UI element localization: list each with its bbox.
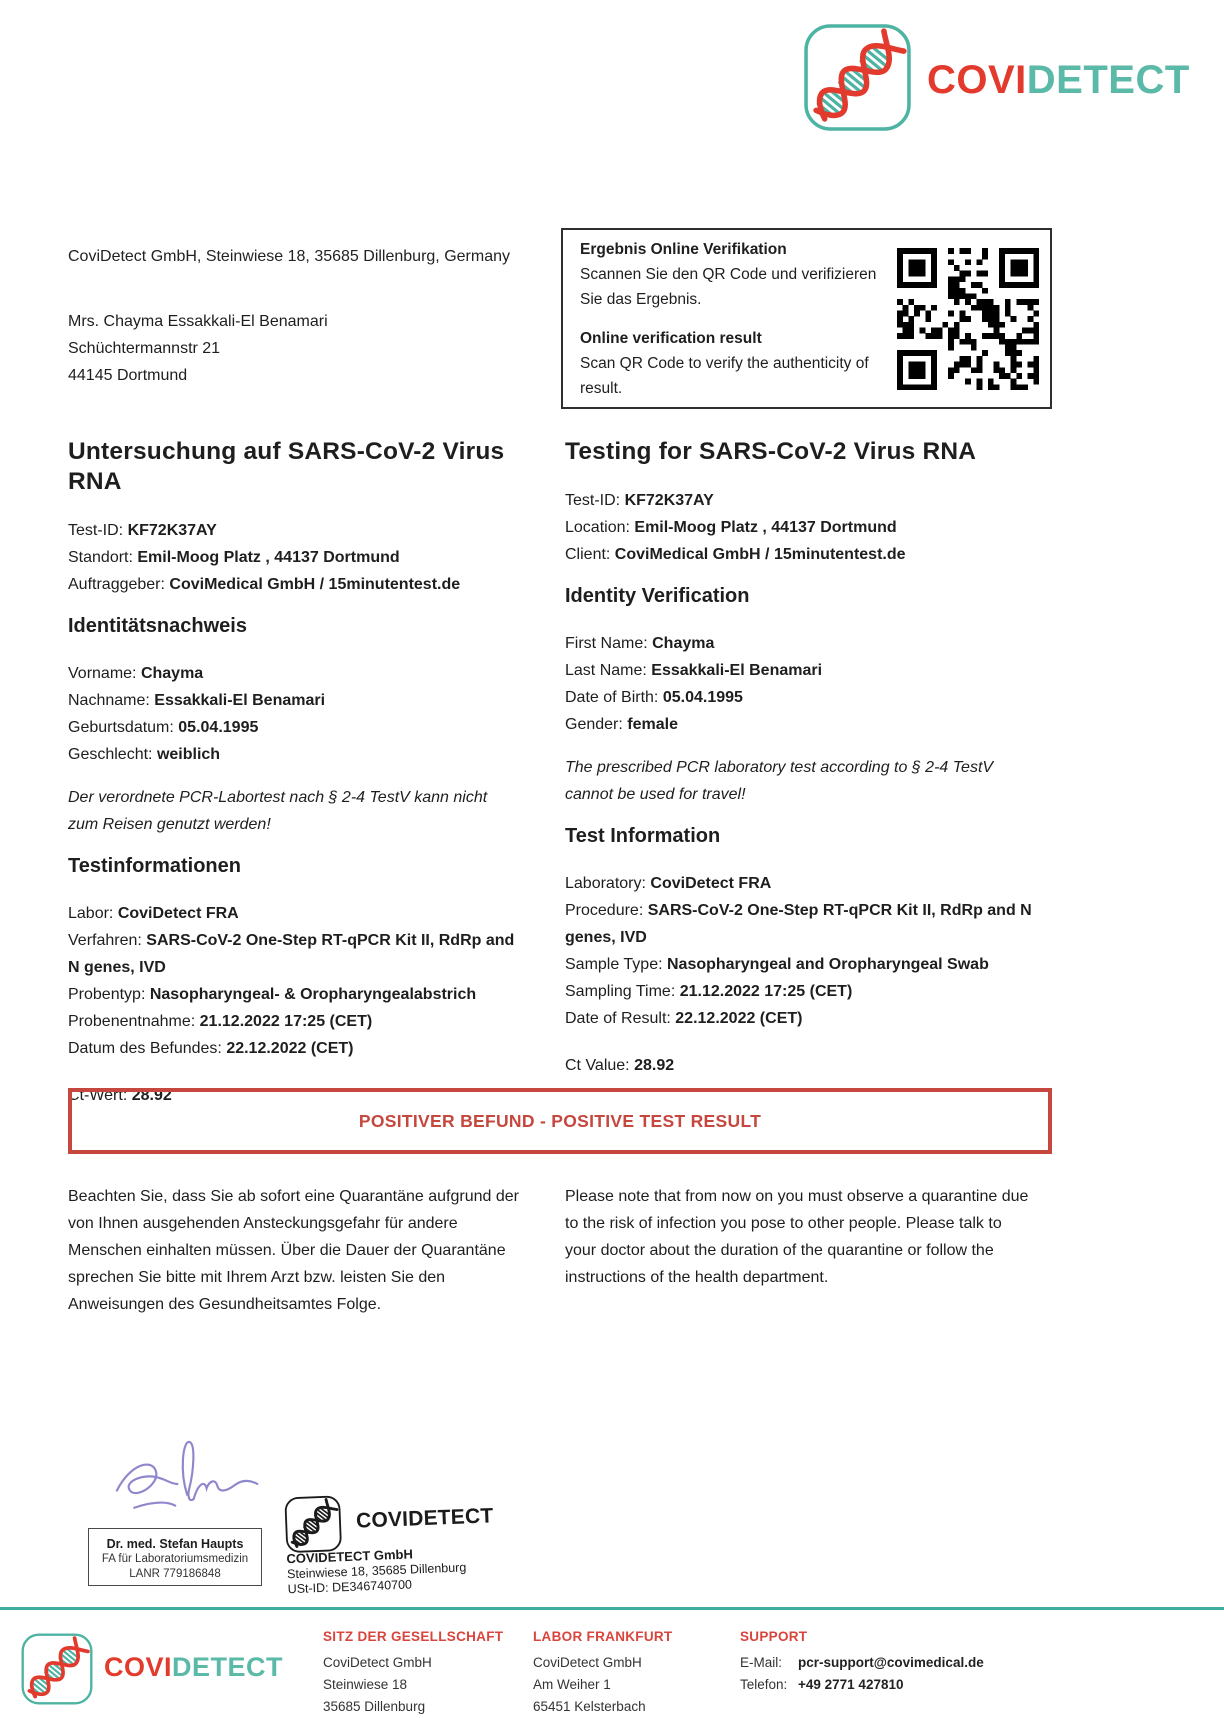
footer-support-row: Telefon: +49 2771 427810 <box>740 1677 904 1692</box>
quarantine-text-de: Beachten Sie, dass Sie ab sofort eine Quarantäne aufgrund der von Ihnen ausgehenden Ansteckungsgefahr für andere Menschen einhalten müssen. Über die Dauer der Quarantäne sprechen Sie bitte mit Ihrem Arzt bzw. leisten Sie den Anweisungen des Gesundheitsamtes Folge. <box>68 1188 519 1313</box>
travel-notice-en: The prescribed PCR laboratory test according to § 2-4 TestV cannot be used for travel! <box>565 759 994 803</box>
title-en: Testing for SARS-CoV-2 Virus RNA <box>565 438 977 465</box>
footer-wordmark-detect: DETECT <box>172 1651 284 1682</box>
field-row: Labor: CoviDetect FRA <box>68 905 239 922</box>
field-row: Standort: Emil-Moog Platz , 44137 Dortmund <box>68 549 400 566</box>
qr-verification-panel <box>561 228 1052 409</box>
field-row: Date of Result: 22.12.2022 (CET) <box>565 1010 803 1027</box>
testinfo-details-de <box>68 900 520 1062</box>
footer-address-line: 65451 Kelsterbach <box>533 1699 646 1714</box>
qr-code <box>897 248 1039 390</box>
footer-wordmark <box>104 1652 283 1683</box>
field-row: Test-ID: KF72K37AY <box>565 492 714 509</box>
result-banner <box>68 1088 1052 1154</box>
qr-block-en <box>580 326 885 401</box>
footer-heading-headquarters: SITZ DER GESELLSCHAFT <box>323 1629 504 1644</box>
recipient-address-line: Mrs. Chayma Essakkali-El Benamari <box>68 313 328 330</box>
footer-dna-logo-icon <box>20 1632 94 1706</box>
ct-value-row-de: Ct-Wert: 28.92 <box>68 1087 172 1104</box>
footer-headquarters-lines <box>323 1652 503 1718</box>
qr-text-de: Scannen Sie den QR Code und verifizieren Sie das Ergebnis. <box>580 265 877 308</box>
identity-heading-en: Identity Verification <box>565 585 750 607</box>
field-row: Nachname: Essakkali-El Benamari <box>68 692 326 709</box>
stamp-dna-logo-icon <box>283 1494 343 1554</box>
identity-heading-de: Identitätsnachweis <box>68 615 247 637</box>
testinfo-heading-de: Testinformationen <box>68 855 241 877</box>
qr-text-en: Scan QR Code to verify the authenticity of result. <box>580 354 869 397</box>
stamp-vat: USt-ID: DE346740700 <box>287 1577 413 1597</box>
signatory-title: FA für Laboratoriumsmedizin <box>101 1553 249 1565</box>
recipient-address <box>68 308 328 389</box>
qr-panel-texts <box>563 223 895 415</box>
handwritten-signature <box>100 1430 270 1538</box>
field-row: Location: Emil-Moog Platz , 44137 Dortmund <box>565 519 897 536</box>
testinfo-details-en <box>565 870 1035 1032</box>
header-brand <box>802 22 1190 133</box>
column-german <box>68 437 520 1109</box>
footer-address-line: CoviDetect GmbH <box>323 1655 432 1670</box>
field-row: Laboratory: CoviDetect FRA <box>565 875 772 892</box>
stamp-wordmark: COVIDETECT <box>355 1504 494 1533</box>
company-stamp <box>261 1481 535 1606</box>
brand-wordmark <box>927 58 1190 103</box>
field-row: Date of Birth: 05.04.1995 <box>565 689 743 706</box>
footer-col-headquarters <box>323 1628 503 1718</box>
recipient-address-line: Schüchtermannstr 21 <box>68 340 221 357</box>
footer-support-rows <box>740 1652 984 1696</box>
identity-details-en <box>565 630 1035 738</box>
field-row: Probentyp: Nasopharyngeal- & Oropharyngealabstrich <box>68 986 477 1003</box>
qr-title-de: Ergebnis Online Verifikation <box>580 240 787 258</box>
field-row: Client: CoviMedical GmbH / 15minutentest.de <box>565 546 906 563</box>
footer-support-row: E-Mail: pcr-support@covimedical.de <box>740 1655 984 1670</box>
field-row: Sample Type: Nasopharyngeal and Oropharyngeal Swab <box>565 956 989 973</box>
stamp-address: Steinwiese 18, 35685 Dillenburg <box>286 1560 467 1582</box>
result-banner-text: POSITIVER BEFUND - POSITIVE TEST RESULT <box>358 1110 762 1131</box>
signatory-box <box>88 1528 262 1586</box>
field-row: Probenentnahme: 21.12.2022 17:25 (CET) <box>68 1013 373 1030</box>
footer-divider <box>0 1607 1224 1610</box>
field-row: Gender: female <box>565 716 678 733</box>
field-row: First Name: Chayma <box>565 635 715 652</box>
test-details-de <box>68 517 520 598</box>
title-de: Untersuchung auf SARS-CoV-2 Virus RNA <box>68 438 505 495</box>
quarantine-section <box>68 1183 1052 1318</box>
field-row: Geburtsdatum: 05.04.1995 <box>68 719 259 736</box>
footer-address-line: Am Weiher 1 <box>533 1677 611 1692</box>
field-row: Datum des Befundes: 22.12.2022 (CET) <box>68 1040 354 1057</box>
signatory-name: Dr. med. Stefan Haupts <box>106 1537 244 1551</box>
column-english <box>565 437 1035 1109</box>
footer-address-line: 35685 Dillenburg <box>323 1699 426 1714</box>
field-row: Vorname: Chayma <box>68 665 204 682</box>
brand-wordmark-covi: COVI <box>927 58 1027 102</box>
recipient-address-line: 44145 Dortmund <box>68 367 188 384</box>
footer-address-line: Steinwiese 18 <box>323 1677 408 1692</box>
ct-value-row-en: Ct Value: 28.92 <box>565 1057 675 1074</box>
field-row: Geschlecht: weiblich <box>68 746 221 763</box>
footer-brand <box>20 1632 283 1706</box>
footer-heading-support: SUPPORT <box>740 1629 808 1644</box>
travel-notice-de: Der verordnete PCR-Labortest nach § 2-4 TestV kann nicht zum Reisen genutzt werden! <box>68 789 488 833</box>
field-row: Verfahren: SARS-CoV-2 One-Step RT-qPCR Kit II, RdRp and N genes, IVD <box>68 932 515 976</box>
field-row: Sampling Time: 21.12.2022 17:25 (CET) <box>565 983 853 1000</box>
qr-title-en: Online verification result <box>580 329 762 347</box>
qr-block-de <box>580 237 885 312</box>
footer-heading-lab: LABOR FRANKFURT <box>533 1629 673 1644</box>
main-content <box>68 437 1052 1109</box>
footer-col-support <box>740 1628 984 1696</box>
footer-lab-lines <box>533 1652 672 1718</box>
signatory-lanr: LANR 779186848 <box>129 1568 221 1580</box>
field-row: Procedure: SARS-CoV-2 One-Step RT-qPCR Kit II, RdRp and N genes, IVD <box>565 902 1032 946</box>
identity-details-de <box>68 660 520 768</box>
field-row: Last Name: Essakkali-El Benamari <box>565 662 823 679</box>
footer-col-lab <box>533 1628 672 1718</box>
stamp-company: COVIDETECT GmbH <box>286 1546 414 1567</box>
quarantine-text-en: Please note that from now on you must observe a quarantine due to the risk of infection you pose to other people. Please talk to your doctor about the duration of the quarantine or follow the instructions of the health department. <box>565 1188 1029 1286</box>
footer-address-line: CoviDetect GmbH <box>533 1655 642 1670</box>
footer-wordmark-covi: COVI <box>104 1651 173 1682</box>
sender-line: CoviDetect GmbH, Steinwiese 18, 35685 Dillenburg, Germany <box>68 248 510 265</box>
brand-wordmark-detect: DETECT <box>1026 58 1190 102</box>
field-row: Auftraggeber: CoviMedical GmbH / 15minutentest.de <box>68 576 461 593</box>
testinfo-heading-en: Test Information <box>565 825 721 847</box>
dna-helix-logo-icon <box>802 22 913 133</box>
test-details-en <box>565 487 1035 568</box>
field-row: Test-ID: KF72K37AY <box>68 522 217 539</box>
